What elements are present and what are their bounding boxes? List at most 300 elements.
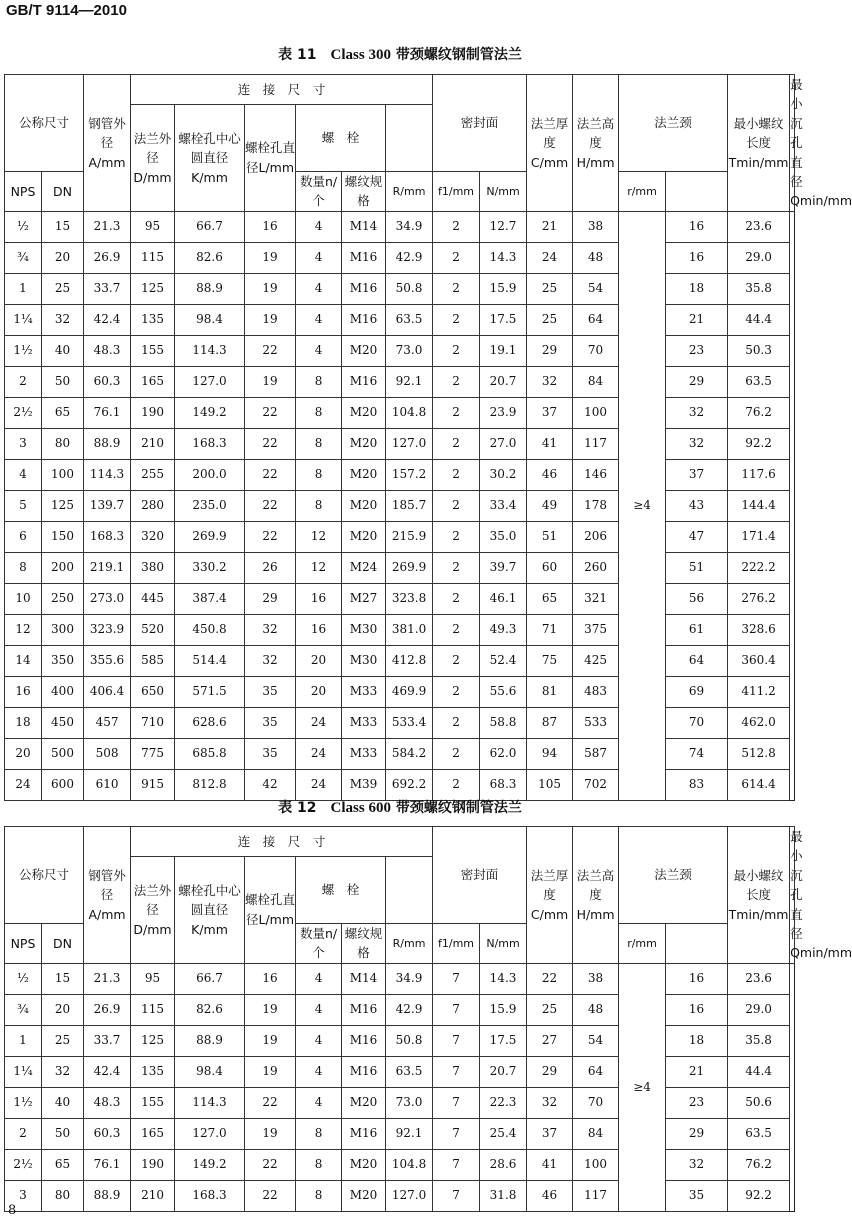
table-11-caption <box>0 44 800 64</box>
sealing-f1-cell: 2 <box>433 428 480 459</box>
flange-table-class-600 <box>4 826 852 1212</box>
bolt-circle-cell: 387.4 <box>175 583 245 614</box>
counterbore-cell: 462.0 <box>728 707 790 738</box>
flange-od-cell: 280 <box>131 490 175 521</box>
bolt-thread-cell: M24 <box>342 552 386 583</box>
bolt-hole-cell: 19 <box>245 304 296 335</box>
table-row <box>5 1118 795 1149</box>
sealing-f1-cell: 2 <box>433 242 480 273</box>
height-cell: 65 <box>527 583 573 614</box>
flange-od-cell: 320 <box>131 521 175 552</box>
header-neck-n: N/mm <box>480 171 527 211</box>
thread-length-cell: 16 <box>666 963 728 994</box>
flange-od-cell: 115 <box>131 994 175 1025</box>
pipe-od-cell: 323.9 <box>84 614 131 645</box>
thread-length-cell: 21 <box>666 304 728 335</box>
neck-n-cell: 533 <box>573 707 619 738</box>
bolt-hole-cell: 19 <box>245 242 296 273</box>
counterbore-cell: 44.4 <box>728 304 790 335</box>
thread-length-cell: 51 <box>666 552 728 583</box>
sealing-r-cell: 34.9 <box>386 963 433 994</box>
bolt-qty-cell: 8 <box>296 1118 342 1149</box>
bolt-thread-cell: M14 <box>342 211 386 242</box>
bolt-circle-cell: 66.7 <box>175 963 245 994</box>
flange-od-cell: 710 <box>131 707 175 738</box>
header-flange-od: 法兰外径D/mm <box>131 105 175 212</box>
bolt-circle-cell: 514.4 <box>175 645 245 676</box>
bolt-qty-cell: 24 <box>296 707 342 738</box>
neck-n-cell: 64 <box>573 1056 619 1087</box>
sealing-f1-cell: 7 <box>433 1087 480 1118</box>
bolt-hole-cell: 32 <box>245 614 296 645</box>
header-bolt-circle: 螺栓孔中心圆直径K/mm <box>175 105 245 212</box>
bolt-qty-cell: 4 <box>296 304 342 335</box>
dn-cell: 40 <box>42 335 84 366</box>
thread-length-cell: 29 <box>666 366 728 397</box>
height-cell: 46 <box>527 1180 573 1211</box>
bolt-qty-cell: 8 <box>296 459 342 490</box>
bolt-circle-cell: 127.0 <box>175 366 245 397</box>
height-cell: 41 <box>527 428 573 459</box>
bolt-circle-cell: 149.2 <box>175 1149 245 1180</box>
table-row <box>5 707 795 738</box>
bolt-hole-cell: 29 <box>245 583 296 614</box>
dn-cell: 25 <box>42 1025 84 1056</box>
table-body <box>5 963 795 1211</box>
thickness-cell: 49.3 <box>480 614 527 645</box>
thread-length-cell: 35 <box>666 1180 728 1211</box>
dn-cell: 50 <box>42 1118 84 1149</box>
flange-od-cell: 165 <box>131 1118 175 1149</box>
header-bolt-qty: 数量n/个 <box>296 923 342 963</box>
sealing-r-cell: 157.2 <box>386 459 433 490</box>
bolt-qty-cell: 4 <box>296 335 342 366</box>
bolt-qty-cell: 8 <box>296 1180 342 1211</box>
dn-cell: 20 <box>42 242 84 273</box>
nps-cell: 5 <box>5 490 42 521</box>
sealing-f1-cell: 2 <box>433 397 480 428</box>
sealing-r-cell: 104.8 <box>386 1149 433 1180</box>
bolt-qty-cell: 8 <box>296 1149 342 1180</box>
header-nps: NPS <box>5 923 42 963</box>
table-row <box>5 738 795 769</box>
table-row <box>5 994 795 1025</box>
bolt-hole-cell: 35 <box>245 676 296 707</box>
thread-length-cell: 43 <box>666 490 728 521</box>
pipe-od-cell: 88.9 <box>84 428 131 459</box>
counterbore-cell: 23.6 <box>728 963 790 994</box>
bolt-qty-cell: 4 <box>296 963 342 994</box>
thickness-cell: 30.2 <box>480 459 527 490</box>
bolt-thread-cell: M20 <box>342 459 386 490</box>
header-sealing-face: 密封面 <box>433 75 527 172</box>
sealing-r-cell: 63.5 <box>386 1056 433 1087</box>
neck-n-cell: 100 <box>573 397 619 428</box>
counterbore-cell: 328.6 <box>728 614 790 645</box>
table-row <box>5 1056 795 1087</box>
flange-od-cell: 125 <box>131 273 175 304</box>
table-row <box>5 273 795 304</box>
dn-cell: 400 <box>42 676 84 707</box>
table-row <box>5 428 795 459</box>
counterbore-cell: 35.8 <box>728 1025 790 1056</box>
bolt-circle-cell: 571.5 <box>175 676 245 707</box>
header-dn: DN <box>42 923 84 963</box>
dn-cell: 100 <box>42 459 84 490</box>
header-neck-n: N/mm <box>480 923 527 963</box>
header-neck-r: r/mm <box>619 923 666 963</box>
nps-cell: 18 <box>5 707 42 738</box>
nps-cell: 24 <box>5 769 42 800</box>
thread-length-cell: 23 <box>666 335 728 366</box>
bolt-circle-cell: 114.3 <box>175 335 245 366</box>
table-row <box>5 459 795 490</box>
thickness-cell: 35.0 <box>480 521 527 552</box>
bolt-hole-cell: 22 <box>245 397 296 428</box>
table-header <box>5 827 852 964</box>
nps-cell: 10 <box>5 583 42 614</box>
thickness-cell: 25.4 <box>480 1118 527 1149</box>
counterbore-cell: 171.4 <box>728 521 790 552</box>
dn-cell: 150 <box>42 521 84 552</box>
counterbore-cell: 63.5 <box>728 1118 790 1149</box>
thickness-cell: 27.0 <box>480 428 527 459</box>
height-cell: 21 <box>527 211 573 242</box>
bolt-thread-cell: M33 <box>342 676 386 707</box>
header-bolt-thread: 螺纹规格 <box>342 171 386 211</box>
bolt-qty-cell: 4 <box>296 242 342 273</box>
pipe-od-cell: 508 <box>84 738 131 769</box>
counterbore-cell: 50.6 <box>728 1087 790 1118</box>
dn-cell: 65 <box>42 1149 84 1180</box>
nps-cell: 1½ <box>5 1087 42 1118</box>
thickness-cell: 62.0 <box>480 738 527 769</box>
counterbore-cell: 144.4 <box>728 490 790 521</box>
sealing-f1-cell: 7 <box>433 1025 480 1056</box>
flange-od-cell: 210 <box>131 1180 175 1211</box>
height-cell: 32 <box>527 1087 573 1118</box>
table-row <box>5 645 795 676</box>
table-row <box>5 366 795 397</box>
bolt-qty-cell: 20 <box>296 645 342 676</box>
flange-od-cell: 650 <box>131 676 175 707</box>
thread-length-cell: 29 <box>666 1118 728 1149</box>
height-cell: 46 <box>527 459 573 490</box>
dn-cell: 250 <box>42 583 84 614</box>
bolt-thread-cell: M20 <box>342 1149 386 1180</box>
flange-od-cell: 190 <box>131 397 175 428</box>
bolt-qty-cell: 24 <box>296 769 342 800</box>
thread-length-cell: 64 <box>666 645 728 676</box>
flange-od-cell: 95 <box>131 963 175 994</box>
dn-cell: 20 <box>42 994 84 1025</box>
counterbore-cell: 29.0 <box>728 994 790 1025</box>
dn-cell: 500 <box>42 738 84 769</box>
flange-od-cell: 775 <box>131 738 175 769</box>
bolt-thread-cell: M20 <box>342 521 386 552</box>
bolt-hole-cell: 19 <box>245 273 296 304</box>
thread-length-cell: 32 <box>666 428 728 459</box>
pipe-od-cell: 273.0 <box>84 583 131 614</box>
nps-cell: 2½ <box>5 397 42 428</box>
pipe-od-cell: 114.3 <box>84 459 131 490</box>
bolt-circle-cell: 200.0 <box>175 459 245 490</box>
height-cell: 94 <box>527 738 573 769</box>
thickness-cell: 14.3 <box>480 963 527 994</box>
sealing-r-cell: 185.7 <box>386 490 433 521</box>
sealing-r-cell: 412.8 <box>386 645 433 676</box>
header-thread-length: 最小螺纹长度Tmin/mm <box>728 75 790 212</box>
bolt-hole-cell: 22 <box>245 428 296 459</box>
bolt-circle-cell: 98.4 <box>175 304 245 335</box>
bolt-qty-cell: 12 <box>296 521 342 552</box>
sealing-f1-cell: 2 <box>433 707 480 738</box>
neck-n-cell: 425 <box>573 645 619 676</box>
thread-length-cell: 18 <box>666 1025 728 1056</box>
bolt-circle-cell: 628.6 <box>175 707 245 738</box>
sealing-r-cell: 42.9 <box>386 242 433 273</box>
bolt-circle-cell: 88.9 <box>175 1025 245 1056</box>
bolt-circle-cell: 149.2 <box>175 397 245 428</box>
pipe-od-cell: 33.7 <box>84 273 131 304</box>
neck-n-cell: 146 <box>573 459 619 490</box>
bolt-circle-cell: 812.8 <box>175 769 245 800</box>
nps-cell: 1¼ <box>5 1056 42 1087</box>
bolt-thread-cell: M16 <box>342 242 386 273</box>
thickness-cell: 14.3 <box>480 242 527 273</box>
table-number: 表 11 <box>278 47 317 63</box>
table-row <box>5 614 795 645</box>
nps-cell: 1 <box>5 273 42 304</box>
height-cell: 49 <box>527 490 573 521</box>
sealing-f1-cell: 7 <box>433 994 480 1025</box>
pipe-od-cell: 48.3 <box>84 1087 131 1118</box>
height-cell: 87 <box>527 707 573 738</box>
bolt-thread-cell: M16 <box>342 1118 386 1149</box>
flange-od-cell: 255 <box>131 459 175 490</box>
bolt-thread-cell: M33 <box>342 707 386 738</box>
sealing-f1-cell: 2 <box>433 273 480 304</box>
dn-cell: 25 <box>42 273 84 304</box>
neck-n-cell: 38 <box>573 211 619 242</box>
height-cell: 60 <box>527 552 573 583</box>
nps-cell: 14 <box>5 645 42 676</box>
flange-od-cell: 125 <box>131 1025 175 1056</box>
bolt-hole-cell: 22 <box>245 490 296 521</box>
flange-od-cell: 380 <box>131 552 175 583</box>
flange-od-cell: 155 <box>131 1087 175 1118</box>
table-row <box>5 1025 795 1056</box>
neck-n-cell: 54 <box>573 1025 619 1056</box>
neck-n-cell: 70 <box>573 1087 619 1118</box>
bolt-thread-cell: M20 <box>342 1180 386 1211</box>
header-counterbore: 最小沉孔直径Qmin/mm <box>790 75 795 212</box>
counterbore-cell: 63.5 <box>728 366 790 397</box>
pipe-od-cell: 60.3 <box>84 366 131 397</box>
table-row <box>5 552 795 583</box>
header-bolt-hole: 螺栓孔直径L/mm <box>245 105 296 212</box>
sealing-f1-cell: 2 <box>433 304 480 335</box>
flange-od-cell: 135 <box>131 304 175 335</box>
sealing-r-cell: 63.5 <box>386 304 433 335</box>
counterbore-cell: 614.4 <box>728 769 790 800</box>
nps-cell: 3 <box>5 428 42 459</box>
header-sealing-f1: f1/mm <box>433 923 480 963</box>
bolt-qty-cell: 4 <box>296 273 342 304</box>
neck-n-cell: 702 <box>573 769 619 800</box>
neck-n-cell: 117 <box>573 1180 619 1211</box>
pipe-od-cell: 76.1 <box>84 397 131 428</box>
bolt-qty-cell: 24 <box>296 738 342 769</box>
nps-cell: ¾ <box>5 242 42 273</box>
neck-n-cell: 587 <box>573 738 619 769</box>
bolt-qty-cell: 4 <box>296 211 342 242</box>
sealing-r-cell: 215.9 <box>386 521 433 552</box>
sealing-r-cell: 50.8 <box>386 1025 433 1056</box>
header-neck-r: r/mm <box>619 171 666 211</box>
header-connection: 连 接 尺 寸 <box>131 827 433 857</box>
height-cell: 105 <box>527 769 573 800</box>
bolt-hole-cell: 22 <box>245 1180 296 1211</box>
flange-od-cell: 190 <box>131 1149 175 1180</box>
dn-cell: 80 <box>42 1180 84 1211</box>
bolt-thread-cell: M33 <box>342 738 386 769</box>
counterbore-cell: 76.2 <box>728 397 790 428</box>
bolt-thread-cell: M39 <box>342 769 386 800</box>
counterbore-cell: 44.4 <box>728 1056 790 1087</box>
header-bolt-qty: 数量n/个 <box>296 171 342 211</box>
bolt-qty-cell: 4 <box>296 994 342 1025</box>
header-sealing-f1: f1/mm <box>433 171 480 211</box>
sealing-f1-cell: 7 <box>433 1180 480 1211</box>
nps-cell: 2½ <box>5 1149 42 1180</box>
counterbore-cell: 512.8 <box>728 738 790 769</box>
sealing-f1-cell: 7 <box>433 1149 480 1180</box>
sealing-r-cell: 533.4 <box>386 707 433 738</box>
pipe-od-cell: 60.3 <box>84 1118 131 1149</box>
dn-cell: 15 <box>42 963 84 994</box>
flange-od-cell: 445 <box>131 583 175 614</box>
sealing-r-cell: 127.0 <box>386 1180 433 1211</box>
counterbore-cell: 360.4 <box>728 645 790 676</box>
sealing-f1-cell: 2 <box>433 366 480 397</box>
bolt-hole-cell: 26 <box>245 552 296 583</box>
bolt-qty-cell: 8 <box>296 428 342 459</box>
counterbore-cell: 29.0 <box>728 242 790 273</box>
sealing-f1-cell: 2 <box>433 738 480 769</box>
bolt-circle-cell: 88.9 <box>175 273 245 304</box>
flange-od-cell: 135 <box>131 1056 175 1087</box>
sealing-r-cell: 73.0 <box>386 335 433 366</box>
nps-cell: 2 <box>5 366 42 397</box>
bolt-hole-cell: 19 <box>245 1118 296 1149</box>
bolt-thread-cell: M20 <box>342 428 386 459</box>
page-number: 8 <box>8 1203 17 1218</box>
sealing-r-cell: 73.0 <box>386 1087 433 1118</box>
dn-cell: 350 <box>42 645 84 676</box>
thread-length-cell: 70 <box>666 707 728 738</box>
standard-code: GB/T 9114—2010 <box>6 2 127 19</box>
height-cell: 25 <box>527 994 573 1025</box>
thread-length-cell: 61 <box>666 614 728 645</box>
bolt-thread-cell: M16 <box>342 1056 386 1087</box>
table-title: 带颈螺纹钢制管法兰 <box>395 800 522 816</box>
dn-cell: 125 <box>42 490 84 521</box>
neck-n-cell: 70 <box>573 335 619 366</box>
sealing-f1-cell: 7 <box>433 1056 480 1087</box>
thickness-cell: 20.7 <box>480 1056 527 1087</box>
thickness-cell: 39.7 <box>480 552 527 583</box>
height-cell: 75 <box>527 645 573 676</box>
thread-length-cell: 23 <box>666 1087 728 1118</box>
nps-cell: 6 <box>5 521 42 552</box>
counterbore-cell: 50.3 <box>728 335 790 366</box>
sealing-f1-cell: 2 <box>433 769 480 800</box>
nps-cell: 1½ <box>5 335 42 366</box>
flange-od-cell: 165 <box>131 366 175 397</box>
sealing-f1-cell: 2 <box>433 552 480 583</box>
sealing-r-cell: 104.8 <box>386 397 433 428</box>
height-cell: 24 <box>527 242 573 273</box>
thickness-cell: 58.8 <box>480 707 527 738</box>
header-flange-od: 法兰外径D/mm <box>131 857 175 964</box>
neck-n-cell: 64 <box>573 304 619 335</box>
bolt-thread-cell: M16 <box>342 304 386 335</box>
bolt-hole-cell: 42 <box>245 769 296 800</box>
pipe-od-cell: 168.3 <box>84 521 131 552</box>
bolt-hole-cell: 22 <box>245 521 296 552</box>
nps-cell: ½ <box>5 963 42 994</box>
counterbore-cell: 23.6 <box>728 211 790 242</box>
bolt-thread-cell: M16 <box>342 366 386 397</box>
bolt-circle-cell: 168.3 <box>175 428 245 459</box>
sealing-f1-cell: 2 <box>433 583 480 614</box>
bolt-hole-cell: 35 <box>245 707 296 738</box>
bolt-hole-cell: 16 <box>245 211 296 242</box>
thickness-cell: 12.7 <box>480 211 527 242</box>
neck-n-cell: 117 <box>573 428 619 459</box>
thickness-cell: 19.1 <box>480 335 527 366</box>
counterbore-cell: 92.2 <box>728 428 790 459</box>
bolt-hole-cell: 22 <box>245 459 296 490</box>
pipe-od-cell: 457 <box>84 707 131 738</box>
bolt-qty-cell: 12 <box>296 552 342 583</box>
flange-od-cell: 210 <box>131 428 175 459</box>
sealing-f1-cell: 2 <box>433 614 480 645</box>
dn-cell: 600 <box>42 769 84 800</box>
header-neck: 法兰颈 <box>619 75 728 172</box>
nps-cell: 4 <box>5 459 42 490</box>
pipe-od-cell: 76.1 <box>84 1149 131 1180</box>
sealing-r-cell: 323.8 <box>386 583 433 614</box>
bolt-thread-cell: M16 <box>342 273 386 304</box>
thickness-cell: 33.4 <box>480 490 527 521</box>
table-row <box>5 1180 795 1211</box>
header-bolt-circle: 螺栓孔中心圆直径K/mm <box>175 857 245 964</box>
counterbore-cell: 76.2 <box>728 1149 790 1180</box>
bolt-qty-cell: 16 <box>296 614 342 645</box>
table-class: Class 300 <box>330 47 391 63</box>
table-body <box>5 211 795 800</box>
dn-cell: 32 <box>42 304 84 335</box>
height-cell: 27 <box>527 1025 573 1056</box>
table-row <box>5 963 795 994</box>
bolt-thread-cell: M30 <box>342 645 386 676</box>
sealing-r-cell: 692.2 <box>386 769 433 800</box>
thickness-cell: 55.6 <box>480 676 527 707</box>
header-bolt-hole: 螺栓孔直径L/mm <box>245 857 296 964</box>
header-neck: 法兰颈 <box>619 827 728 924</box>
